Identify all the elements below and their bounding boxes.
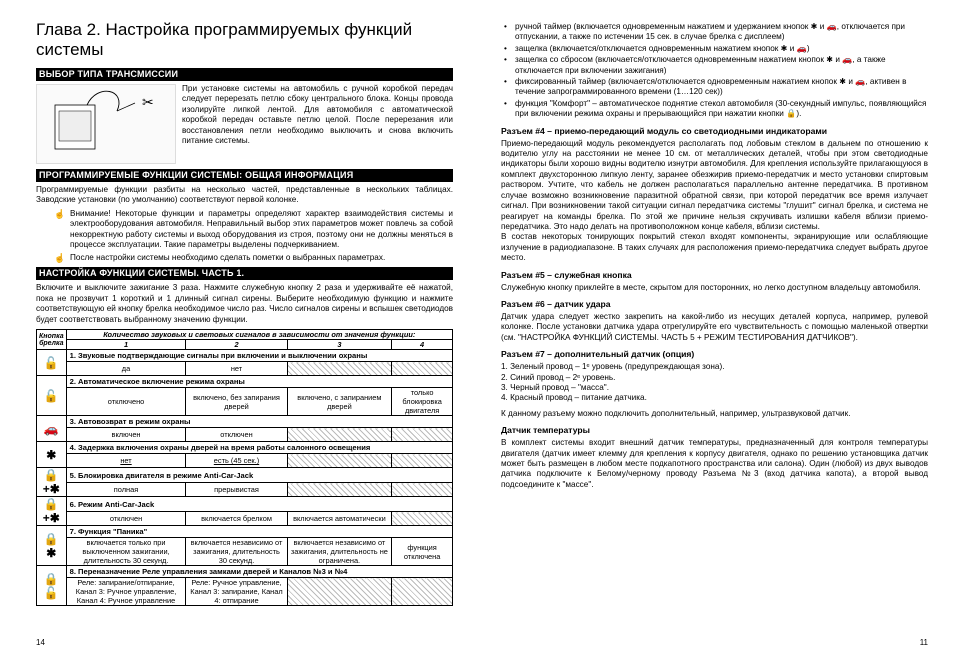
functions-table <box>36 329 453 606</box>
value-cell <box>287 428 392 442</box>
value-cell: включено, с запиранием дверей <box>287 388 392 416</box>
function-row <box>37 442 453 454</box>
function-title: 1. Звуковые подтверждающие сигналы при включении и выключении охраны <box>66 350 452 362</box>
value-cell: нет <box>66 454 186 468</box>
key-button-icon: 🚗 <box>37 416 67 442</box>
col-2: 2 <box>186 340 287 350</box>
value-cell <box>287 578 392 606</box>
value-cell <box>392 512 453 526</box>
wire-1: 1. Зеленый провод – 1ᵉ уровень (предупреждающая зона). <box>501 362 725 372</box>
warning-text: Внимание! Некоторые функции и параметры определяют характер взаимодействия системы и электрооборудования автомобиля. Неправильный выбор этих параметров может повлечь за собой некорректную работу системы и выход оборудования из строя, поэтому они не должны меняться в процессе эксплуатации. Такие параметры выделены подчеркиванием. <box>70 208 453 250</box>
page-number-left: 14 <box>36 638 45 647</box>
key-button-icon: 🔒 ✱ <box>37 526 67 566</box>
bullet-item: • фиксированный таймер (включается/отключается одновременным нажатием кнопок ✱ и 🚗, активен в течение запрограммированного времени (1…120 сек)) <box>501 77 928 98</box>
value-cell <box>287 454 392 468</box>
value-cell: включен <box>66 428 186 442</box>
function-values-row <box>37 454 453 468</box>
part1-paragraph: Включите и выключите зажигание 3 раза. Нажмите служебную кнопку 2 раза и удерживайте её нажатой, пока не прозвучит 1 короткий и 1 длинный сигнал сирены. Выберите необходимую функцию и нажмите соответствующую ей кнопку брелка необходимое число раз. Число сигналов сирены и вспышек светодиодов будет соответствовать выбранному значению функции. <box>36 283 453 324</box>
value-cell <box>392 578 453 606</box>
wire-3: 3. Черный провод – "масса". <box>501 382 609 392</box>
value-cell: включается брелком <box>186 512 287 526</box>
function-values-row <box>37 483 453 497</box>
value-cell: отключено <box>66 388 186 416</box>
wire-2: 2. Синий провод – 2ᵉ уровень. <box>501 372 616 382</box>
section-bar-part1: НАСТРОЙКА ФУНКЦИИ СИСТЕМЫ. ЧАСТЬ 1. <box>36 267 453 280</box>
heading-connector-6: Разъем #6 – датчик удара <box>501 298 611 309</box>
value-cell: да <box>66 362 186 376</box>
key-button-icon: 🔒🔓 <box>37 566 67 606</box>
heading-connector-4: Разъем #4 – приемо-передающий модуль со светодиодными индикаторами <box>501 125 828 136</box>
value-cell: отключен <box>66 512 186 526</box>
value-cell: включается независимо от зажигания, длительность 30 секунд. <box>186 538 287 566</box>
connector-4-text: Приемо-передающий модуль рекомендуется располагать под лобовым стеклом в дальнем по отношению к водителю углу на расстоянии не менее 10 см. от металлических деталей, чтобы при этом светодиодные индикаторы были хорошо видны водителю изнутри автомобиля. Для крепления используйте прилагающуюся в комплект двухсторонною липкую ленту, заранее обезжирив приемо-передатчик и место установки спиртовым раствором. Учтите, что кабель не должен располагаться параллельно антенне передатчика. В противном случае возможно возникновение паразитной обратной связи, при которой передатчик все время излучает сигнал. При возникновении такой ситуации сигнал передатчика системы "глушит" сигнал брелка, и система не реагирует на команды брелка. По этой же причине нельзя скручивать излишки кабеля вблизи приемо-передатчика. Это надо делать на противоположном конце кабеля, вблизи системы. <box>501 138 928 231</box>
value-cell <box>392 483 453 497</box>
value-cell: функция отключена <box>392 538 453 566</box>
bullet-item: • функция "Комфорт" – автоматическое поднятие стекол автомобиля (30-секундный импульс, появляющийся при включении режима охраны и прерывающийся при нажатии кнопки 🔒). <box>501 99 928 120</box>
col-1: 1 <box>66 340 186 350</box>
value-cell <box>392 454 453 468</box>
function-row <box>37 416 453 428</box>
value-cell: только блокировка двигателя <box>392 388 453 416</box>
value-cell <box>392 362 453 376</box>
bullet-item: • защелка со сбросом (включается/отключается одновременным нажатием кнопок ✱ и 🚗, а также отключается при включении зажигания) <box>501 55 928 76</box>
function-title: 2. Автоматическое включение режима охраны <box>66 376 452 388</box>
tip-note <box>54 253 453 264</box>
page-title: Глава 2. Настройка программируемых функций системы <box>36 20 413 59</box>
value-cell: включается независимо от зажигания, длительность не ограничена. <box>287 538 392 566</box>
function-title: 7. Функция "Паника" <box>66 526 452 538</box>
connector-4-text-2: В состав некоторых тонирующих покрытий стекол входят компоненты, экранирующие или ослабляющие излучение в радиодиапазоне. В таких случаях для расположения приемо-передатчика следует выбрать другое место. <box>501 232 928 263</box>
function-row <box>37 376 453 388</box>
value-cell: есть (45 сек.) <box>186 454 287 468</box>
central-unit-diagram <box>36 84 176 164</box>
wiring-loop-illustration <box>37 85 177 165</box>
section-bar-transmission: ВЫБОР ТИПА ТРАНСМИССИИ <box>36 68 453 81</box>
key-button-icon: 🔒+✱ <box>37 497 67 526</box>
value-cell: включено, без запирания дверей <box>186 388 287 416</box>
right-page <box>477 0 954 661</box>
function-row <box>37 497 453 512</box>
function-values-row <box>37 512 453 526</box>
temp-sensor-text: В комплект системы входит внешний датчик температуры, предназначенный для контроля температуры двигателя (датчик имеет клемму для крепления к корпусу двигателя, однако по решению установщика датчик может быть размещен в любом месте подкапотного пространства или салона). Один (любой) из двух выводов датчика подключите к Белому/черному проводу Разъема №3 (вход датчика капота), а второй вывод подсоедините к "массе". <box>501 438 928 489</box>
general-paragraph: Программируемые функции разбиты на несколько частей, представленные в нескольких таблицах. Заводские установки (по умолчанию) соответствуют первой колонке. <box>36 185 453 205</box>
function-row <box>37 526 453 538</box>
value-cell: полная <box>66 483 186 497</box>
heading-connector-7: Разъем #7 – дополнительный датчик (опция) <box>501 349 695 360</box>
page-number-right: 11 <box>919 638 928 647</box>
key-button-icon: ✱ <box>37 442 67 468</box>
col-4: 4 <box>392 340 453 350</box>
value-cell: прерывистая <box>186 483 287 497</box>
value-cell: Реле: запирание/отпирание, Канал 3: Ручное управление, Канал 4: Ручное управление <box>66 578 186 606</box>
function-title: 3. Автовозврат в режим охраны <box>66 416 452 428</box>
value-cell <box>392 428 453 442</box>
function-values-row <box>37 428 453 442</box>
function-title: 4. Задержка включения охраны дверей на время работы салонного освещения <box>66 442 452 454</box>
heading-temp-sensor: Датчик температуры <box>501 425 590 436</box>
section-bar-general: ПРОГРАММИРУЕМЫЕ ФУНКЦИИ СИСТЕМЫ: ОБЩАЯ ИНФОРМАЦИЯ <box>36 169 453 182</box>
transmission-block <box>36 84 453 166</box>
function-values-row <box>37 388 453 416</box>
function-values-row <box>37 538 453 566</box>
key-button-icon: 🔒+✱ <box>37 468 67 497</box>
value-cell: нет <box>186 362 287 376</box>
pointing-hand-icon: ☝ <box>54 208 66 219</box>
function-values-row <box>37 578 453 606</box>
transmission-paragraph: При установке системы на автомобиль с ручной коробкой передач следует перерезать петлю сбоку центрального блока. Концы провода изолируйте липкой лентой. Для автомобиля с автоматической коробкой передач оставьте петлю целой. После перерезания или восстановления петли необходимо выключить и снова включить питание системы. <box>182 84 453 146</box>
connector-5-text: Служебную кнопку приклейте в месте, скрытом для посторонних, но легко доступном владельцу автомобиля. <box>501 282 921 292</box>
warning-note <box>54 209 453 251</box>
value-cell: отключен <box>186 428 287 442</box>
function-row <box>37 468 453 483</box>
key-button-icon: 🔓 <box>37 376 67 416</box>
key-button-icon: 🔓 <box>37 350 67 376</box>
value-cell: Реле: Ручное управление, Канал 3: запирание, Канал 4: отпирание <box>186 578 287 606</box>
pointing-hand-icon: ☝ <box>54 253 66 264</box>
function-title: 6. Режим Anti-Car-Jack <box>66 497 452 512</box>
function-title: 5. Блокировка двигателя в режиме Anti-Car-Jack <box>66 468 452 483</box>
function-row <box>37 350 453 362</box>
value-cell: включается только при выключенном зажигании, длительность 30 секунд. <box>66 538 186 566</box>
transmission-instructions <box>182 84 453 166</box>
function-title: 8. Переназначение Реле управления замками дверей и Каналов №3 и №4 <box>66 566 452 578</box>
connector-7-text: К данному разъему можно подключить дополнительный, например, ультразвуковой датчик. <box>501 408 851 418</box>
col-key: Кнопка брелка <box>37 330 67 350</box>
bullet-item: • ручной таймер (включается одновременным нажатием и удержанием кнопок ✱ и 🚗, отключается при отпускании, а также по истечении 15 сек. в случае брелка с дисплеем) <box>501 22 928 43</box>
tip-text: После настройки системы необходимо сделать пометки о выбранных параметрах. <box>70 253 386 263</box>
bullet-item: • защелка (включается/отключается одновременным нажатием кнопок ✱ и 🚗) <box>501 44 928 54</box>
function-bullets <box>501 22 928 120</box>
value-cell <box>287 483 392 497</box>
col-3: 3 <box>287 340 392 350</box>
heading-connector-5: Разъем #5 – служебная кнопка <box>501 269 632 280</box>
value-cell <box>287 362 392 376</box>
scissors-icon: ✂ <box>142 94 154 110</box>
wire-4: 4. Красный провод – питание датчика. <box>501 393 647 403</box>
function-row <box>37 566 453 578</box>
function-values-row <box>37 362 453 376</box>
value-cell: включается автоматически <box>287 512 392 526</box>
col-count: Количество звуковых и световых сигналов в зависимости от значения функции: <box>66 330 452 340</box>
connector-6-text: Датчик удара следует жестко закрепить на какой-либо из несущих деталей корпуса, например, рулевой колонке. После установки датчика удара отрегулируйте его чувствительность с помощью маленькой отвертки (см. "НАСТРОЙКА ФУНКЦИЙ СИСТЕМЫ. ЧАСТЬ 5 + РЕЖИМ ТЕСТИРОВАНИЯ ДАТЧИКОВ"). <box>501 311 928 342</box>
